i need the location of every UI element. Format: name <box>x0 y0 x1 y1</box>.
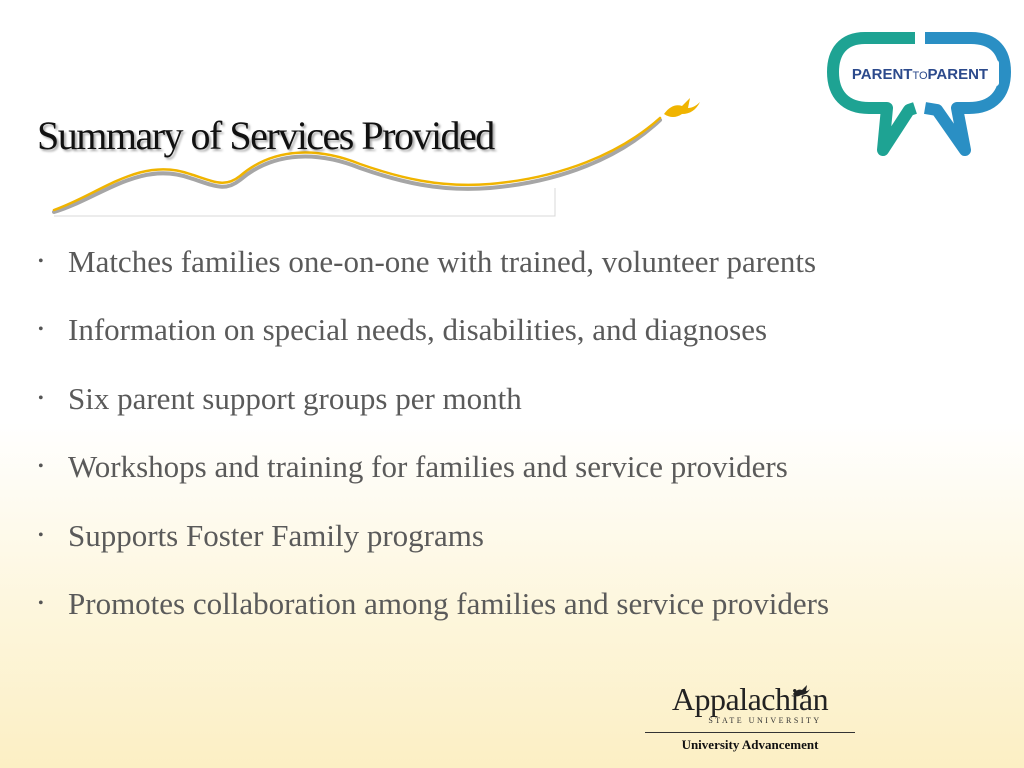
slide-title: Summary of Services Provided <box>37 113 494 158</box>
list-item-text: Supports Foster Family programs <box>68 517 484 553</box>
bullet-marker: • <box>38 458 44 476</box>
list-item <box>38 377 829 445</box>
list-item <box>38 582 829 650</box>
logo-text-parent-1: PARENT <box>851 66 913 83</box>
list-item-text: Promotes collaboration among families and service providers <box>68 585 830 621</box>
bullet-marker: • <box>38 321 44 339</box>
list-item <box>38 240 829 308</box>
list-item-text: Six parent support groups per month <box>68 380 522 416</box>
appalachian-logo <box>645 682 855 753</box>
asu-name: Appalachian <box>671 681 829 717</box>
list-item-text: Matches families one-on-one with trained, volunteer parents <box>68 244 817 279</box>
swoosh-base-line <box>54 188 555 216</box>
asu-divider <box>645 732 855 733</box>
bird-icon <box>664 98 700 117</box>
bullet-marker: • <box>38 594 44 612</box>
list-item-text: Workshops and training for families and service providers <box>68 449 788 485</box>
list-item <box>38 308 829 376</box>
logo-blue-bubble <box>925 38 1005 150</box>
list-item <box>38 514 829 582</box>
list-item-text: Information on special needs, disabilities, and diagnoses <box>68 312 768 348</box>
bullet-marker: • <box>38 389 44 407</box>
bullet-marker: • <box>38 253 44 270</box>
services-list <box>38 240 829 650</box>
logo-teal-bubble <box>833 38 915 150</box>
swoosh-decoration <box>40 90 700 230</box>
asu-subtitle: STATE UNIVERSITY <box>708 716 822 725</box>
logo-text-parent-2: PARENT <box>927 66 989 83</box>
parent-to-parent-logo <box>825 30 1015 158</box>
asu-unit-name: University Advancement <box>681 737 819 752</box>
logo-text-to: TO <box>912 70 928 82</box>
list-item <box>38 445 829 513</box>
bullet-marker: • <box>38 526 44 544</box>
